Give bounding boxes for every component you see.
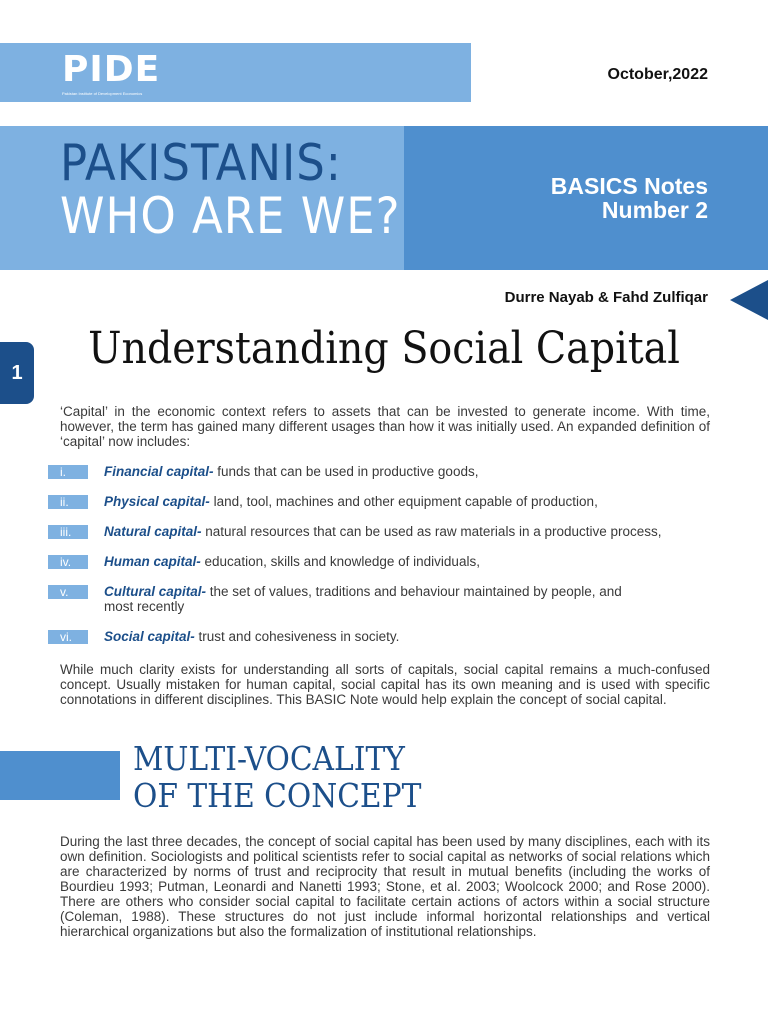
- section2-title-line1: MULTI-VOCALITY: [133, 739, 405, 778]
- capital-list: [48, 464, 728, 659]
- capital-desc: education, skills and knowledge of individuals,: [200, 554, 480, 569]
- clarity-paragraph: While much clarity exists for understanding all sorts of capitals, social capital remains a much-confused concept. Usually mistaken for human capital, social capital has its own meaning and is used with specific connotations in different disciplines. This BASIC Note would help explain the concept of social capital.: [60, 662, 710, 707]
- capital-term: Cultural capital-: [104, 584, 207, 599]
- capital-term: Social capital-: [104, 629, 195, 644]
- list-number: vi.: [48, 630, 88, 644]
- list-item: [48, 524, 728, 554]
- section-title: Understanding Social Capital: [88, 323, 680, 374]
- logo-subtitle: Pakistan Institute of Development Economics: [62, 91, 143, 96]
- list-item: [48, 464, 728, 494]
- main-title-line1: PAKISTANIS:: [60, 134, 342, 192]
- section2-title: [133, 740, 421, 814]
- series-line1: BASICS Notes: [550, 173, 708, 199]
- capital-desc: natural resources that can be used as raw materials in a productive process,: [201, 524, 662, 539]
- section-accent-bar: [0, 751, 120, 800]
- page-number-tab: 1: [0, 342, 34, 404]
- intro-paragraph: ‘Capital’ in the economic context refers to assets that can be invested to generate income. With time, however, the term has gained many different usages than how it was initially used. An expanded definition of ‘capital’ now includes:: [60, 404, 710, 449]
- list-item: [48, 554, 728, 584]
- main-title: [60, 134, 401, 245]
- list-item: [48, 584, 728, 629]
- series-line2: Number 2: [601, 197, 708, 223]
- capital-term: Financial capital-: [104, 464, 214, 479]
- arrow-left-icon: [730, 280, 768, 320]
- list-number: i.: [48, 465, 88, 479]
- publication-date: October,2022: [607, 66, 708, 83]
- list-number: iv.: [48, 555, 88, 569]
- authors: Durre Nayab & Fahd Zulfiqar: [504, 289, 708, 306]
- list-item: [48, 629, 728, 659]
- logo-text: PIDE: [62, 49, 161, 90]
- capital-term: Human capital-: [104, 554, 201, 569]
- capital-desc: funds that can be used in productive goods,: [213, 464, 479, 479]
- section2-paragraph: During the last three decades, the concept of social capital has been used by many disciplines, each with its own definition. Sociologists and political scientists refer to social capital as networks of social relations which are characterized by norms of trust and reciprocity that result in mutual benefits (including the works of Bourdieu 1993; Putman, Leonardi and Nanetti 1993; Stone, et al. 2003; Woolcock 2000; and Rose 2000). There are others who consider social capital to facilitate certain actions of actors within a social structure (Coleman, 1988). These structures do not just include informal horizontal relationships and vertical hierarchical organizations but also the formalization of institutional relationships.: [60, 834, 710, 939]
- section2-title-line2: OF THE CONCEPT: [133, 776, 422, 815]
- series-label: [551, 174, 708, 222]
- list-number: ii.: [48, 495, 88, 509]
- list-number: iii.: [48, 525, 88, 539]
- capital-term: Physical capital-: [104, 494, 210, 509]
- list-number: v.: [48, 585, 88, 599]
- list-item: [48, 494, 728, 524]
- capital-desc: land, tool, machines and other equipment capable of production,: [209, 494, 598, 509]
- capital-desc: trust and cohesiveness in society.: [194, 629, 400, 644]
- pide-logo: [62, 50, 172, 100]
- capital-term: Natural capital-: [104, 524, 202, 539]
- main-title-line2: WHO ARE WE?: [60, 187, 401, 245]
- capital-desc: the set of values, traditions and behaviour maintained by people, and most recently: [104, 584, 622, 614]
